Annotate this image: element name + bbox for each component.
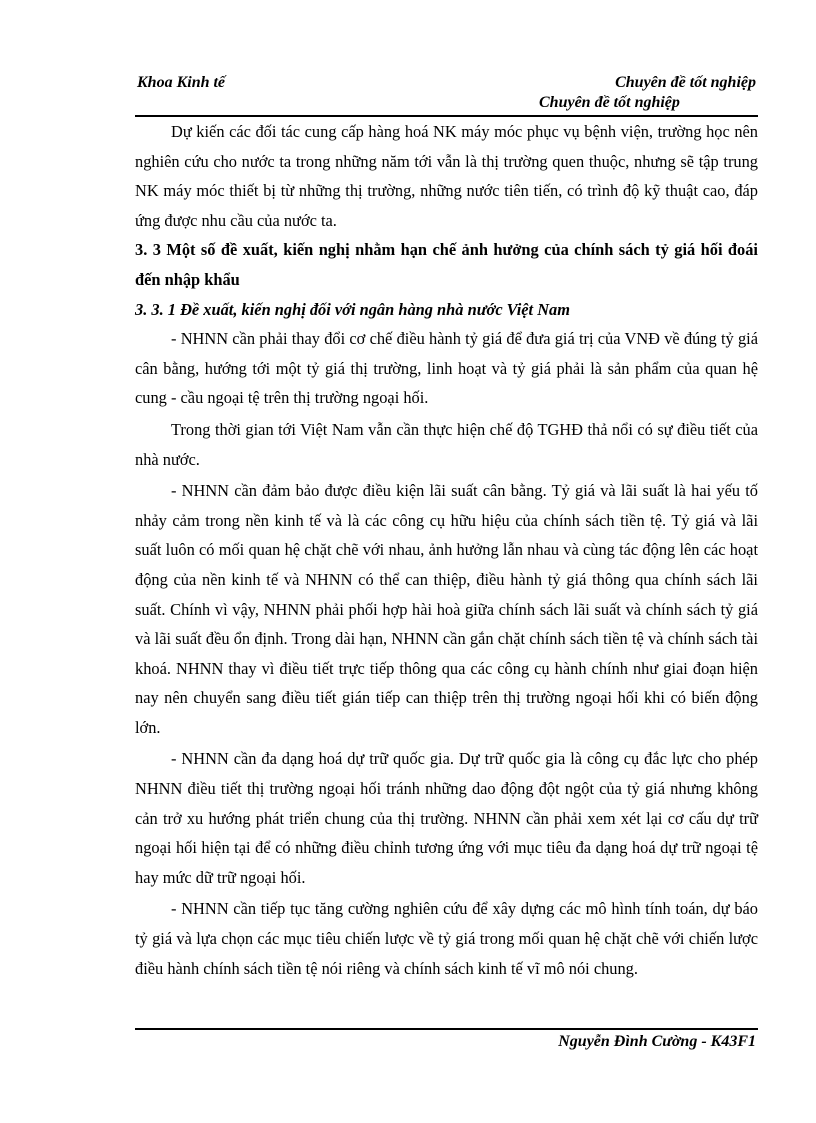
section-heading-3-3-1: 3. 3. 1 Đề xuất, kiến nghị đối với ngân hàng nhà nước Việt Nam [135, 299, 570, 319]
paragraph-exchange-mechanism: - NHNN cần phải thay đổi cơ chế điều hành tỷ giá để đưa giá trị của VNĐ về đúng tỷ giá cân bằng, hướng tới một tỷ giá thị trường, linh hoạt và tỷ giá phải là sản phẩm của quan hệ cung - cầu ngoại tệ trên thị trường ngoại hối. [135, 329, 758, 408]
paragraph-forecast-models: - NHNN cần tiếp tục tăng cường nghiên cứu để xây dựng các mô hình tính toán, dự báo tỷ giá và lựa chọn các mục tiêu chiến lược về tỷ giá trong mối quan hệ chặt chẽ với chiến lược điều hành chính sách tiền tệ nói riêng và chính sách kinh tế vĩ mô nói chung. [135, 899, 758, 978]
paragraph-floating-regime: Trong thời gian tới Việt Nam vẫn cần thực hiện chế độ TGHĐ thả nổi có sự điều tiết của nhà nước. [135, 419, 758, 469]
footer-rule [135, 1028, 758, 1030]
paragraph-reserves: - NHNN cần đa dạng hoá dự trữ quốc gia. Dự trữ quốc gia là công cụ đắc lực cho phép NHNN điều tiết thị trường ngoại hối tránh những dao động đột ngột của tỷ giá nhưng không cản trở xu hướng phát triển chung của thị trường. NHNN cần phải xem xét lại cơ cấu dự trữ ngoại hối hiện tại để có những điều chỉnh tương ứng với mục tiêu đa dạng hoá dự trữ ngoại tệ hay mức dữ trữ ngoại hối. [135, 749, 758, 887]
section-heading-3-3: 3. 3 Một số đề xuất, kiến nghị nhằm hạn chế ảnh hưởng của chính sách tỷ giá hối đoái đến nhập khẩu [135, 240, 758, 289]
header-faculty: Khoa Kinh tế [137, 74, 226, 91]
paragraph-interest-rate: - NHNN cần đảm bảo được điều kiện lãi suất cân bằng. Tỷ giá và lãi suất là hai yếu tố nhảy cảm trong nền kinh tế và là các công cụ hữu hiệu của chính sách tiền tệ. Tỷ giá và lãi suất luôn có mối quan hệ chặt chẽ với nhau, ảnh hưởng lẫn nhau và cùng tác động lên các hoạt động của nền kinh tế và NHNN có thể can thiệp, điều hành tỷ giá thông qua chính sách lãi suất. Chính vì vậy, NHNN phải phối hợp hài hoà giữa chính sách lãi suất và chính sách tỷ giá và lãi suất đều ổn định. Trong dài hạn, NHNN cần gắn chặt chính sách tiền tệ và chính sách tài khoá. NHNN thay vì điều tiết trực tiếp thông qua các công cụ hành chính như giai đoạn hiện nay nên chuyển sang điều tiết gián tiếp can thiệp trên thị trường ngoại hối khi có biến động lớn. [135, 481, 758, 737]
footer-author: Nguyễn Đình Cường - K43F1 [558, 1033, 756, 1050]
header-document-type-duplicate: Chuyên đề tốt nghiệp [539, 94, 680, 111]
page-body [135, 117, 758, 983]
header-document-type: Chuyên đề tốt nghiệp [615, 74, 756, 91]
paragraph-import-partners: Dự kiến các đối tác cung cấp hàng hoá NK máy móc phục vụ bệnh viện, trường học nên nghiên cứu cho nước ta trong những năm tới vẫn là thị trường quen thuộc, nhưng sẽ tập trung NK máy móc thiết bị từ những thị trường, những nước tiên tiến, có trình độ kỹ thuật cao, đáp ứng được nhu cầu của nước ta. [135, 122, 758, 230]
